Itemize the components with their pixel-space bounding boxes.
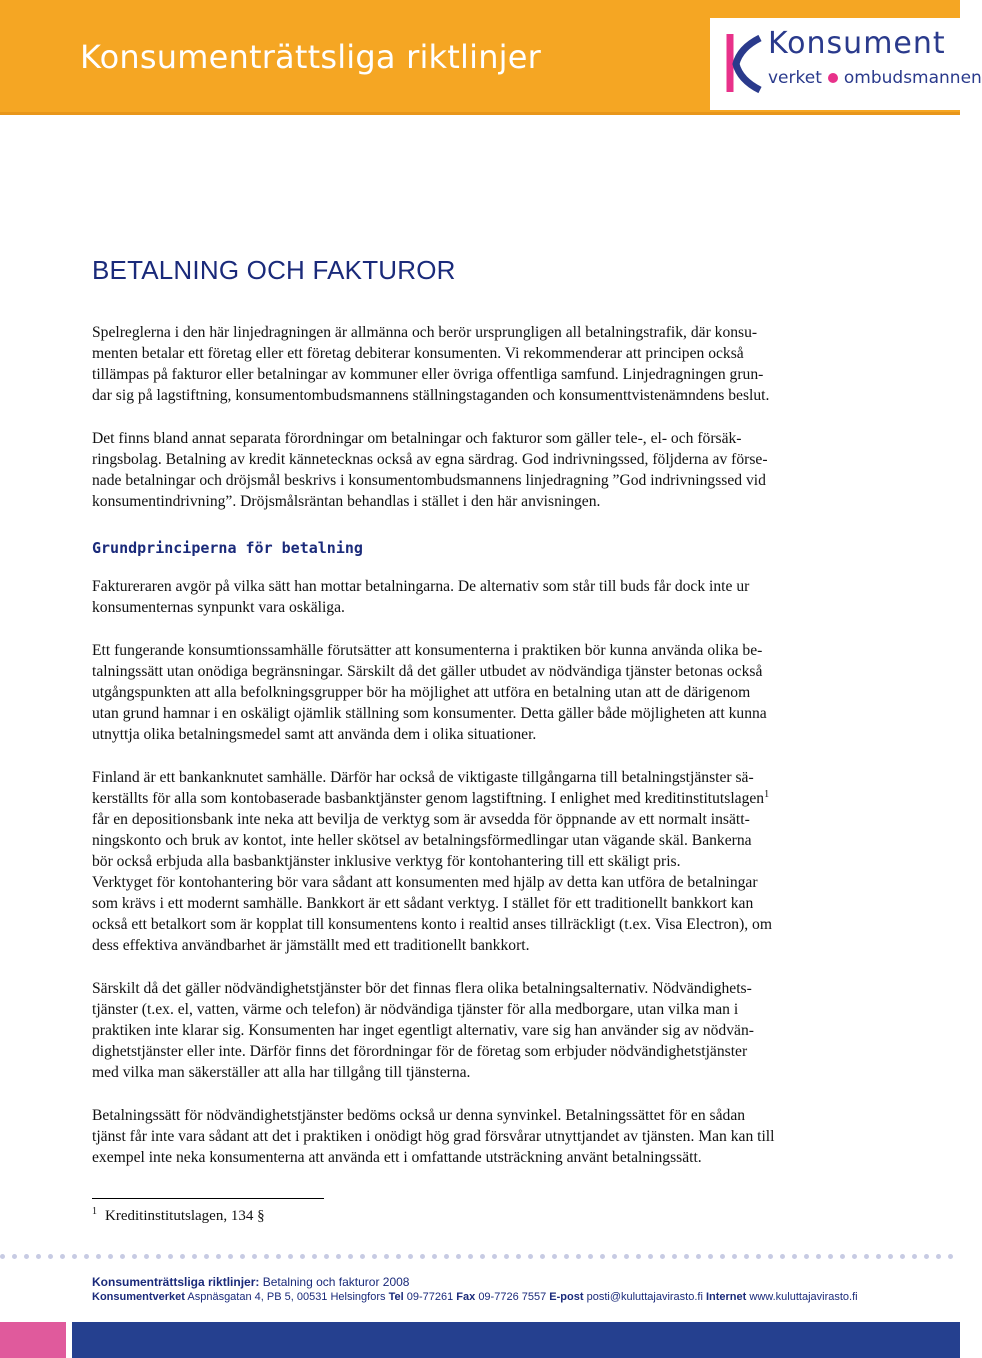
dotted-divider: [0, 1250, 960, 1262]
paragraph-bank-services-part2: får en depositionsbank inte neka att bevilja de verktyg som är avsedda för öppnande av ett normalt insätt- ningskonto och bruk av kontot, inte heller skötsel av betalningsförmedlingar utan vägande skäl. Bankerna bör också erbjuda alla basbanktjänster inklusive verktyg för kontohantering till ett skäligt pris. Verktyget för kontohantering bör vara sådant att konsumenten med hjälp av detta kan utföra de betalningar som krävs i ett modernt samhälle. Bankkort är ett sådant verktyg. I stället för ett traditionellt bankkort kan också ett betalkort som är kopplat till konsumentens konto i realtid anses tillräckligt (t.ex. Visa Electron), om dess effektiva användbarhet är jämställt med ett traditionellt bankkort.: [92, 811, 772, 954]
paragraph-intro: Spelreglerna i den här linjedragningen är allmänna och berör ursprungligen all betalningstrafik, där konsu- menten betalar ett företag eller ett företag debiterar konsumenten. Vi rekommenderar att principen också tillämpas på fakturor eller betalningar av kommuner eller övriga offentliga samfund. Linjedragningen grun- dar sig på lagstiftning, konsumentombudsmannens ställningstaganden och konsumenttvistenämndens beslut.: [92, 324, 770, 404]
divider-dot: [624, 1254, 629, 1259]
divider-dot: [480, 1254, 485, 1259]
divider-dot: [756, 1254, 761, 1259]
divider-dot: [780, 1254, 785, 1259]
paragraph-consumption-society: Ett fungerande konsumtionssamhälle förutsätter att konsumenterna i praktiken bör kunna använda olika be- talningssätt utan onödiga begränsningar. Särskilt då det gäller utbudet av nödvändiga tjänster betonas också utgångspunkten att alla befolkningsgrupper bör ha möjlighet att utföra en betalning utan att de därigenom utan grund hamnar i en oskäligt ojämlik ställning som konsumenter. Detta gäller både möjligheten att kunna utnyttja olika betalningsmedel samt att använda dem i olika situationer.: [92, 642, 767, 743]
divider-dot: [504, 1254, 509, 1259]
divider-dot: [744, 1254, 749, 1259]
divider-dot: [804, 1254, 809, 1259]
paragraph-regulations: Det finns bland annat separata förordningar om betalningar och fakturor som gäller tele-, el- och försäk- ringsbolag. Betalning av kredit kännetecknas också av egna särdrag. God indrivningssed, följderna av förse- nade betalningar och dröjsmål beskrivs i konsumentombudsmannens linjedragning ”God indrivningssed vid konsumentindrivning”. Dröjsmålsräntan behandlas i stället i den här anvisningen.: [92, 430, 768, 510]
divider-dot: [684, 1254, 689, 1259]
divider-dot: [252, 1254, 257, 1259]
divider-dot: [912, 1254, 917, 1259]
divider-dot: [876, 1254, 881, 1259]
divider-dot: [492, 1254, 497, 1259]
logo-mark-icon: [722, 30, 762, 96]
divider-dot: [360, 1254, 365, 1259]
divider-dot: [600, 1254, 605, 1259]
divider-dot: [96, 1254, 101, 1259]
page-header: [0, 0, 982, 115]
divider-dot: [324, 1254, 329, 1259]
logo-sub-right: ombudsmannen: [843, 68, 982, 88]
footer-fax: 09-7726 7557: [478, 1291, 547, 1303]
divider-dot: [900, 1254, 905, 1259]
divider-dot: [408, 1254, 413, 1259]
logo-wordmark: Konsument: [768, 26, 946, 61]
konsument-logo: [710, 18, 982, 110]
divider-dot: [576, 1254, 581, 1259]
footnote-divider: [92, 1198, 324, 1199]
document-title: BETALNING OCH FAKTUROR: [92, 255, 456, 285]
divider-dot: [348, 1254, 353, 1259]
divider-dot: [300, 1254, 305, 1259]
divider-dot: [852, 1254, 857, 1259]
divider-dot: [564, 1254, 569, 1259]
footer-email-label: E-post: [549, 1291, 584, 1303]
divider-dot: [816, 1254, 821, 1259]
footnote-number: 1: [92, 1206, 97, 1217]
footer-contact: [92, 1291, 858, 1303]
logo-sub-left: verket: [768, 68, 822, 88]
section-heading: Grundprinciperna för betalning: [92, 539, 363, 557]
divider-dot: [48, 1254, 53, 1259]
divider-dot: [144, 1254, 149, 1259]
logo-subline: [768, 68, 982, 88]
footer-tel: 09-77261: [406, 1291, 454, 1303]
divider-dot: [540, 1254, 545, 1259]
divider-dot: [936, 1254, 941, 1259]
divider-dot: [12, 1254, 17, 1259]
footer-web[interactable]: www.kuluttajavirasto.fi: [749, 1291, 858, 1303]
divider-dot: [156, 1254, 161, 1259]
divider-dot: [168, 1254, 173, 1259]
divider-dot: [228, 1254, 233, 1259]
divider-dot: [672, 1254, 677, 1259]
paragraph-invoicer: Faktureraren avgör på vilka sätt han mottar betalningarna. De alternativ som står till buds får dock inte ur konsumenternas synpunkt vara oskäliga.: [92, 578, 750, 616]
divider-dot: [420, 1254, 425, 1259]
footer-email[interactable]: posti@kuluttajavirasto.fi: [586, 1291, 703, 1303]
divider-dot: [384, 1254, 389, 1259]
divider-dot: [72, 1254, 77, 1259]
divider-dot: [660, 1254, 665, 1259]
divider-dot: [240, 1254, 245, 1259]
divider-dot: [792, 1254, 797, 1259]
divider-dot: [924, 1254, 929, 1259]
divider-dot: [216, 1254, 221, 1259]
divider-dot: [108, 1254, 113, 1259]
divider-dot: [288, 1254, 293, 1259]
footer-tel-label: Tel: [388, 1291, 404, 1303]
divider-dot: [132, 1254, 137, 1259]
footer-web-label: Internet: [705, 1291, 747, 1303]
logo-dot-icon: [828, 73, 838, 83]
divider-dot: [588, 1254, 593, 1259]
divider-dot: [204, 1254, 209, 1259]
divider-dot: [636, 1254, 641, 1259]
divider-dot: [864, 1254, 869, 1259]
divider-dot: [696, 1254, 701, 1259]
footnote-reference: 1: [764, 788, 770, 800]
divider-dot: [372, 1254, 377, 1259]
divider-dot: [432, 1254, 437, 1259]
divider-dot: [516, 1254, 521, 1259]
divider-dot: [120, 1254, 125, 1259]
document-body: [92, 322, 870, 1168]
paragraph-bank-services-part1: Finland är ett bankanknutet samhälle. Därför har också de viktigaste tillgångarna till betalningstjänster sä- kerställts för alla som kontobaserade basbanktjänster genom lagstiftning. I enlighet med kreditinstitutslagen: [92, 769, 765, 807]
footnote-text: Kreditinstitutslagen, 134 §: [105, 1208, 265, 1224]
divider-dot: [0, 1254, 5, 1259]
divider-dot: [36, 1254, 41, 1259]
divider-dot: [24, 1254, 29, 1259]
bottom-bar-pink: [0, 1322, 66, 1358]
divider-dot: [948, 1254, 953, 1259]
divider-dot: [612, 1254, 617, 1259]
divider-dot: [648, 1254, 653, 1259]
divider-dot: [840, 1254, 845, 1259]
divider-dot: [264, 1254, 269, 1259]
divider-dot: [180, 1254, 185, 1259]
footnote: [92, 1208, 265, 1225]
header-title: Konsumenträttsliga riktlinjer: [80, 38, 542, 76]
divider-dot: [720, 1254, 725, 1259]
divider-dot: [192, 1254, 197, 1259]
divider-dot: [708, 1254, 713, 1259]
divider-dot: [528, 1254, 533, 1259]
divider-dot: [768, 1254, 773, 1259]
footer-series-value: Betalning och fakturor 2008: [262, 1275, 410, 1289]
footer-org-label: Konsumentverket: [92, 1291, 185, 1303]
divider-dot: [552, 1254, 557, 1259]
footer-series: [92, 1275, 409, 1289]
divider-dot: [468, 1254, 473, 1259]
divider-dot: [456, 1254, 461, 1259]
divider-dot: [828, 1254, 833, 1259]
paragraph-necessity-services: Särskilt då det gäller nödvändighetstjänster bör det finnas flera olika betalningsalternativ. Nödvändighets- tjänster (t.ex. el, vatten, värme och telefon) är nödvändiga tjänster för alla medborgare, utan vilka man i praktiken inte klarar sig. Konsumenten har inget egentligt alternativ, vare sig han använder sig av nödvän- dighetstjänster eller inte. Därför finns det förordningar för de företag som erbjuder nödvändighetstjänster med vilka man säkerställer att alla har tillgång till tjänsterna.: [92, 980, 754, 1081]
divider-dot: [276, 1254, 281, 1259]
footer-fax-label: Fax: [456, 1291, 476, 1303]
divider-dot: [888, 1254, 893, 1259]
footer-address: Aspnäsgatan 4, PB 5, 00531 Helsingfors: [187, 1291, 386, 1303]
bottom-bar-blue: [72, 1322, 960, 1358]
paragraph-bank-services: [92, 767, 870, 956]
divider-dot: [312, 1254, 317, 1259]
footer-series-label: Konsumenträttsliga riktlinjer:: [92, 1275, 260, 1289]
paragraph-payment-methods: Betalningssätt för nödvändighetstjänster bedöms också ur denna synvinkel. Betalningssättet för en sådan tjänst får inte vara sådant att det i praktiken i onödigt hög grad försvårar utnyttjandet av tjänsten. Man kan till exempel inte neka konsumenterna att använda ett i omfattande utsträckning använt betalningssätt.: [92, 1107, 775, 1166]
divider-dot: [60, 1254, 65, 1259]
bottom-color-bar: [0, 1322, 960, 1358]
divider-dot: [84, 1254, 89, 1259]
divider-dot: [336, 1254, 341, 1259]
divider-dot: [396, 1254, 401, 1259]
divider-dot: [444, 1254, 449, 1259]
divider-dot: [732, 1254, 737, 1259]
